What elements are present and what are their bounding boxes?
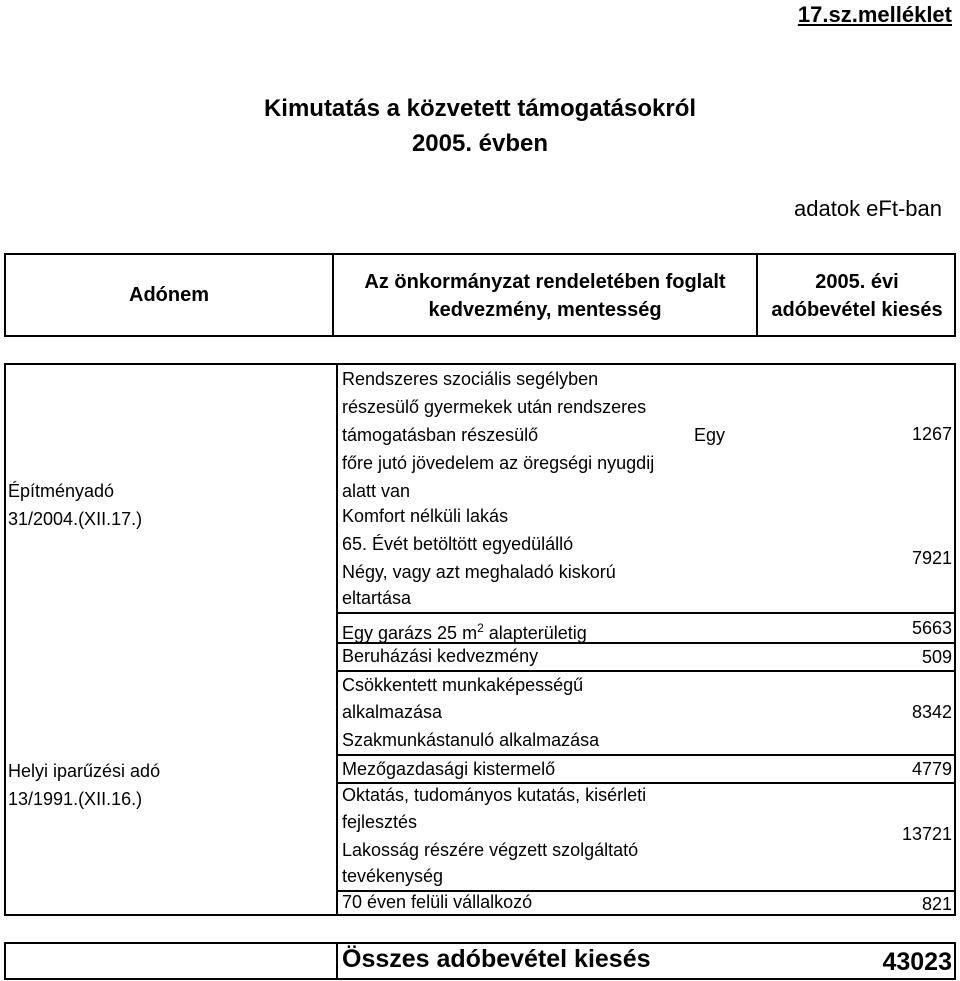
row2-line2: 65. Évét betöltött egyedülálló <box>342 534 574 554</box>
tax-business-decree: 13/1991.(XII.16.) <box>8 789 143 809</box>
row7-value: 13721 <box>901 824 952 844</box>
units-note: adatok eFt-ban <box>794 196 942 221</box>
row7-line1: Oktatás, tudományos kutatás, kisérleti <box>342 785 647 805</box>
row6-value: 4779 <box>911 759 952 779</box>
row5-line3: Szakmunkástanuló alkalmazása <box>342 730 600 750</box>
row4-value: 509 <box>921 647 952 667</box>
row2-line4: eltartása <box>342 588 412 608</box>
tax-building-decree: 31/2004.(XII.17.) <box>8 509 143 529</box>
row4-label: Beruházási kedvezmény <box>342 646 539 666</box>
header-benefit-line1: Az önkormányzat rendeletében foglalt <box>364 271 726 293</box>
tax-building-name: Építményadó <box>8 481 115 501</box>
row1-line5: alatt van <box>342 481 411 501</box>
row1-line3b: Egy <box>694 425 726 445</box>
total-value: 43023 <box>882 948 952 976</box>
header-revenue-line1: 2005. évi <box>815 271 899 293</box>
row7-line2: fejlesztés <box>342 812 418 832</box>
page-title: Kimutatás a közvetett támogatásokról <box>263 95 697 122</box>
row5-value: 8342 <box>911 702 952 722</box>
page-subtitle: 2005. évben <box>411 130 549 157</box>
row2-value: 7921 <box>911 548 952 568</box>
header-tax-type: Adónem <box>129 284 209 306</box>
row2-line1: Komfort nélküli lakás <box>342 506 509 526</box>
annex-label: 17.sz.melléklet <box>797 2 952 27</box>
header-revenue-line2: adóbevétel kiesés <box>771 299 943 321</box>
row1-line1: Rendszeres szociális segélyben <box>342 369 599 389</box>
row8-value: 821 <box>921 894 952 914</box>
row5-line2: alkalmazása <box>342 702 443 722</box>
row6-label: Mezőgazdasági kistermelő <box>342 759 556 779</box>
tax-business-name: Helyi iparűzési adó <box>8 761 161 781</box>
row7-line4: tevékenység <box>342 866 444 886</box>
row1-line2: részesülő gyermekek után rendszeres <box>342 397 647 417</box>
row7-line3: Lakosság részére végzett szolgáltató <box>342 840 639 860</box>
row5-line1: Csökkentett munkaképességű <box>342 675 584 695</box>
row2-line3: Négy, vagy azt meghaladó kiskorú <box>342 562 616 582</box>
row1-value: 1267 <box>911 424 952 444</box>
row3-value: 5663 <box>911 618 952 638</box>
row8-label: 70 éven felüli vállalkozó <box>342 892 533 912</box>
total-label: Összes adóbevétel kiesés <box>342 945 651 973</box>
row1-line4: főre jutó jövedelem az öregségi nyugdij <box>342 453 655 473</box>
row1-line3: támogatásban részesülő <box>342 425 539 445</box>
row3-label: Egy garázs 25 $m^2$ alapterületig <box>342 621 587 643</box>
header-benefit-line2: kedvezmény, mentesség <box>428 299 662 321</box>
